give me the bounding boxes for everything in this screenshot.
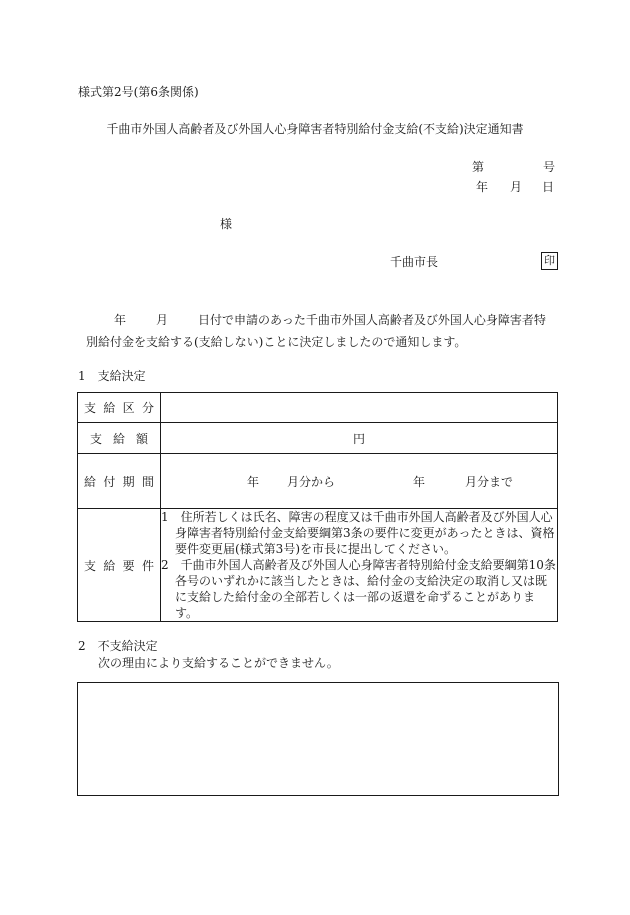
period-value-cell[interactable] [161,454,558,509]
period-to-year: 年 [412,474,425,489]
amount-value-cell[interactable] [161,423,558,454]
body-line2: 別給付金を支給する(支給しない)ことに決定しましたので通知します。 [86,335,467,349]
amount-label: 支 給 額 [78,423,161,454]
date-year-label: 年 [476,180,489,194]
recipient-honorific: 様 [220,217,233,231]
section-1-heading: 1 支給決定 [78,369,146,383]
issuer-name: 千曲市長 [390,255,439,269]
conditions-label: 支 給 要 件 [78,509,161,622]
body-year: 年 [114,313,127,327]
table-row [78,509,558,622]
date-day-label: 日 [542,180,555,194]
section-2-note: 次の理由により支給することができません。 [98,656,339,670]
notice-body [86,309,576,353]
category-value-cell[interactable] [161,393,558,423]
body-month: 月 [156,313,169,327]
date-month-label: 月 [510,180,523,194]
table-row [78,393,558,423]
table-row [78,454,558,509]
condition-item-2: 2 千曲市外国人高齢者及び外国人心身障害者特別給付金支給要綱第10条各号のいずれかに該当したときは、給付金の支給決定の取消し又は既に支給した給付金の全部若しくは一部の返還を命ずることがあります。 [161,558,556,620]
condition-item-1: 1 住所若しくは氏名、障害の程度又は千曲市外国人高齢者及び外国人心身障害者特別給付金支給要綱第3条の要件に変更があったときは、資格要件変更届(様式第3号)を市長に提出してください。 [161,510,555,556]
period-from-year: 年 [247,474,260,489]
document-number-suffix: 号 [543,160,556,174]
document-title: 千曲市外国人高齢者及び外国人心身障害者特別給付金支給(不支給)決定通知書 [106,122,524,136]
period-label: 給 付 期 間 [78,454,161,509]
category-label: 支 給 区 分 [78,393,161,423]
section-2-heading: 2 不支給決定 [78,639,158,653]
document-number-prefix: 第 [472,160,485,174]
body-line1: 日付で申請のあった千曲市外国人高齢者及び外国人心身障害者特 [198,313,546,327]
period-from-month: 月分から [287,474,336,489]
conditions-text-cell [161,509,558,622]
seal-mark: 印 [541,252,558,270]
form-number: 様式第2号(第6条関係) [78,85,199,99]
rejection-reason-box[interactable] [77,682,559,796]
table-row [78,423,558,454]
period-to-month: 月分まで [464,474,513,489]
amount-unit: 円 [352,431,365,446]
decision-table [77,392,558,622]
